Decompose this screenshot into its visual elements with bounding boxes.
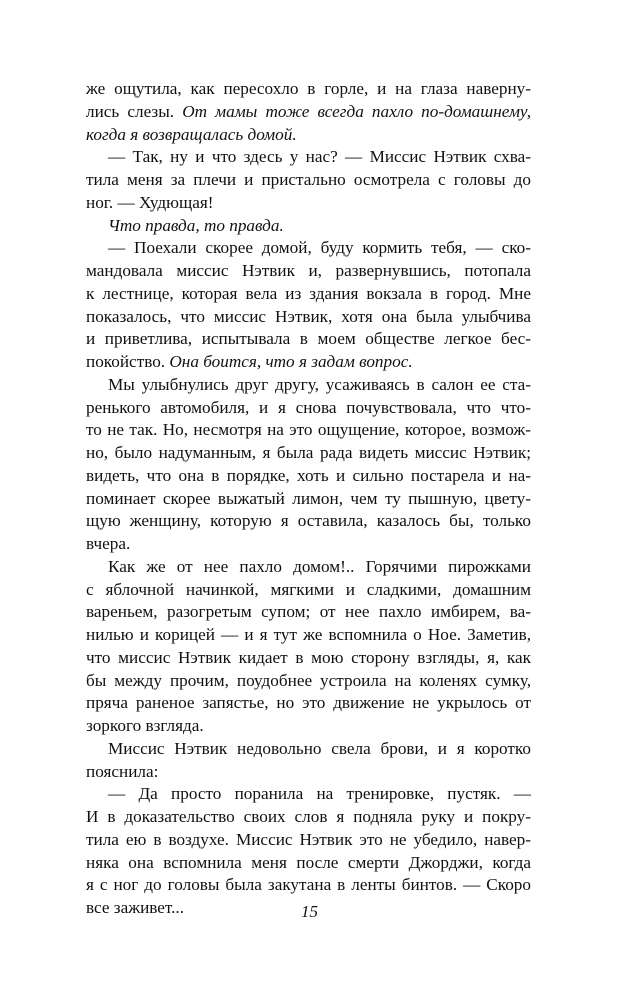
- text-line: щую женщину, которую я оставила, казалось бы, только: [86, 511, 531, 531]
- text-line: же ощутила, как пересохло в горле, и на глаза наверну-: [86, 79, 531, 98]
- text-line: мандовала миссис Нэтвик и, развернувшись, потопала: [86, 261, 531, 280]
- text-line: пояснила:: [86, 761, 159, 781]
- text-line: Как же от нее пахло домом!.. Горячими пирожками: [108, 556, 531, 576]
- text-line: тила ею в воздухе. Миссис Нэтвик это не убедило, навер-: [86, 829, 531, 849]
- text-line: — Поехали скорее домой, буду кормить тебя, — ско-: [108, 238, 531, 258]
- text-line: нилью и корицей — и я тут же вспомнила о Ное. Заметив,: [86, 625, 531, 644]
- text-line: зоркого взгляда.: [86, 716, 204, 735]
- text-line: Миссис Нэтвик недовольно свела брови, и я коротко: [108, 738, 531, 758]
- text-line: бы между прочим, поудобнее устроила на коленях сумку,: [86, 670, 531, 690]
- text-line: Что правда, то правда.: [108, 215, 284, 235]
- text-line: все заживет...: [86, 898, 185, 917]
- text-line: и приветлива, испытывала в моем обществе легкое бес-: [86, 329, 531, 349]
- text-line: я с ног до головы была закутана в ленты бинтов. — Скоро: [86, 875, 531, 895]
- text-line: няка она вспомнила меня после смерти Джорджи, когда: [86, 852, 531, 872]
- text-line: когда я возвращалась домой.: [86, 124, 297, 144]
- text-line: покойство. Она боится, что я задам вопрос.: [86, 352, 413, 371]
- text-line: что миссис Нэтвик кидает в мою сторону взгляды, я, как: [86, 647, 531, 667]
- text-line: к лестнице, которая вела из здания вокзала в город. Мне: [86, 283, 531, 303]
- text-line: — Да просто поранила на тренировке, пустяк. —: [108, 784, 531, 804]
- text-line: видеть, что она в порядке, хоть и сильно постарела и на-: [86, 465, 531, 485]
- text-line: показалось, что миссис Нэтвик, хотя она была улыбчива: [86, 306, 531, 326]
- text-line: поминает скорее выжатый лимон, чем ту пышную, цвету-: [86, 488, 531, 508]
- text-line: — Так, ну и что здесь у нас? — Миссис Нэтвик схва-: [108, 147, 531, 167]
- text-line: ног. — Худющая!: [86, 192, 214, 212]
- text-line: вчера.: [86, 534, 131, 553]
- text-line: вареньем, разогретым супом; от нее пахло имбирем, ва-: [86, 602, 531, 622]
- text-line: лись слезы. От мамы тоже всегда пахло по-домашнему,: [86, 101, 532, 121]
- page-body: [86, 78, 531, 920]
- text-line: Мы улыбнулись друг другу, усаживаясь в салон ее ста-: [108, 374, 531, 394]
- text-line: пряча раненое запястье, но это движение не укрылось от: [86, 693, 531, 713]
- page-number: 15: [301, 902, 318, 921]
- text-line: тила меня за плечи и пристально осмотрела с головы до: [86, 170, 531, 189]
- text-line: ренького автомобиля, и я снова почувствовала, что что-: [86, 397, 531, 417]
- text-line: И в доказательство своих слов я подняла руку и покру-: [86, 807, 531, 826]
- text-line: то не так. Но, несмотря на это ощущение, которое, возмож-: [86, 420, 531, 440]
- text-line: но, было надуманным, я была рада видеть миссис Нэтвик;: [86, 443, 531, 462]
- text-line: с яблочной начинкой, мягкими и сладкими, домашним: [86, 579, 531, 599]
